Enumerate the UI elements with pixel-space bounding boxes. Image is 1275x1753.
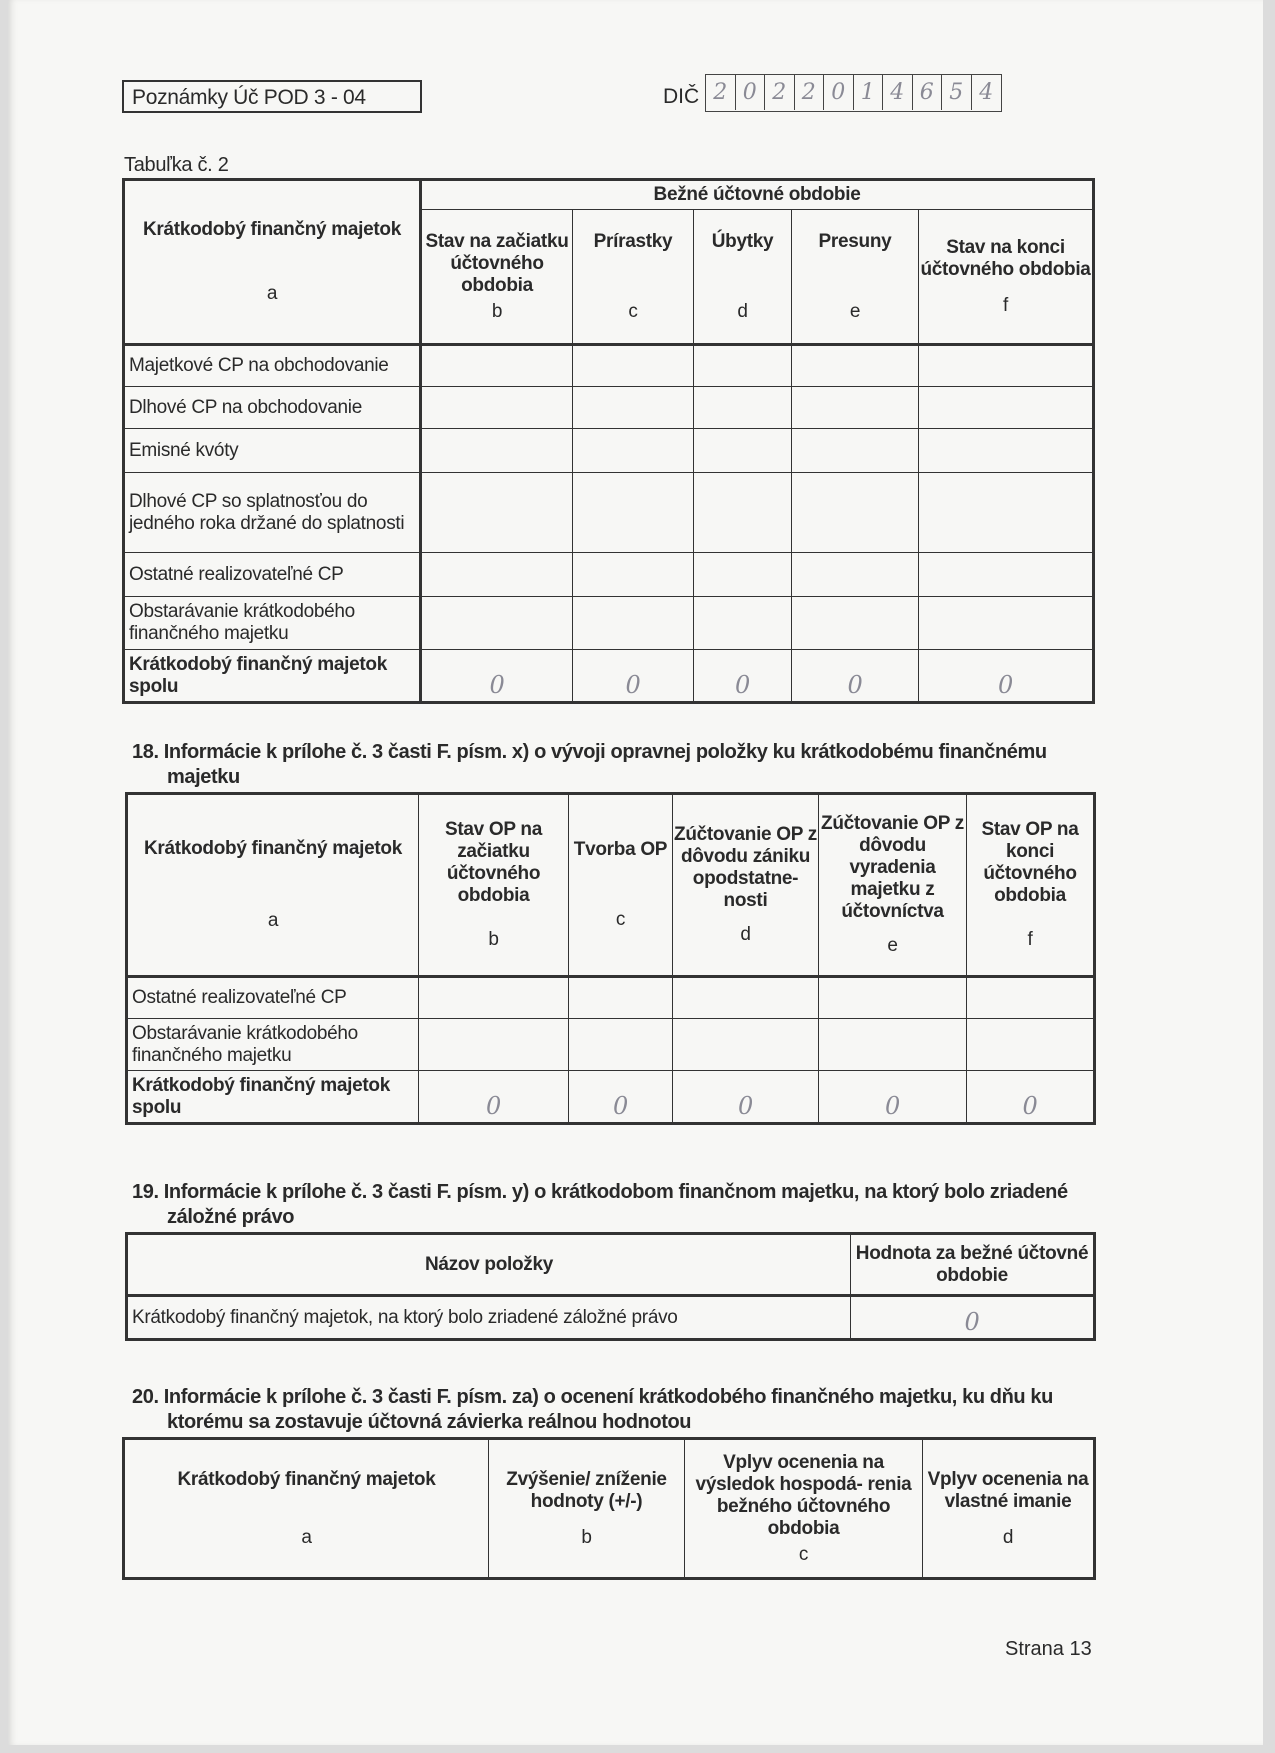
section18-title [132, 740, 1092, 790]
s18-header-a [127, 794, 419, 977]
value-cell[interactable] [694, 597, 792, 650]
row-label: Obstarávanie krátkodobého finančného majetku [124, 597, 421, 650]
value-cell[interactable]: 0 [967, 1071, 1095, 1124]
value-cell[interactable] [919, 553, 1094, 597]
table-total-row [124, 650, 1094, 703]
header-label: Stav OP na začiatku účtovného obdobia [445, 819, 542, 906]
value-cell[interactable] [792, 429, 919, 473]
value-cell[interactable] [694, 429, 792, 473]
value-cell[interactable] [919, 429, 1094, 473]
form-label-box [122, 80, 422, 113]
dic-digit[interactable]: 6 [913, 75, 943, 110]
s19-header-name: Názov položky [127, 1234, 851, 1296]
table-row [127, 977, 1095, 1019]
s20-header-b [489, 1439, 685, 1579]
s18-header-d [673, 794, 819, 977]
value-cell[interactable] [421, 473, 573, 553]
dic-digit[interactable]: 4 [883, 75, 913, 110]
section-heading-cont: majetku [167, 766, 240, 788]
dic-label: DIČ [663, 85, 700, 108]
row-label: Krátkodobý finančný majetok spolu [127, 1071, 419, 1124]
value-cell[interactable]: 0 [694, 650, 792, 703]
s18-header-b [419, 794, 569, 977]
value-cell[interactable]: 0 [851, 1296, 1095, 1340]
value-cell[interactable] [792, 345, 919, 387]
form-label: Poznámky Úč POD 3 - 04 [132, 86, 366, 109]
s18-header-c [569, 794, 673, 977]
value-cell[interactable] [792, 553, 919, 597]
header-label: Krátkodobý finančný majetok [177, 1468, 436, 1490]
value-cell[interactable] [673, 1019, 819, 1071]
value-cell[interactable] [419, 1019, 569, 1071]
table-row [124, 345, 1094, 387]
document-page [8, 0, 1263, 1745]
table-row [124, 429, 1094, 473]
s18-header-e [819, 794, 967, 977]
row-label: Dlhové CP na obchodovanie [124, 387, 421, 429]
value-cell[interactable] [694, 553, 792, 597]
header-label: Tvorba OP [573, 839, 668, 860]
section-heading-cont: záložné právo [167, 1206, 295, 1228]
section19-table [125, 1232, 1096, 1341]
header-label: Stav OP na konci účtovného obdobia [981, 819, 1079, 906]
header-label: Vplyv ocenenia na vlastné imanie [927, 1468, 1089, 1512]
table2-header-b [421, 210, 573, 345]
value-cell[interactable] [967, 977, 1095, 1019]
header-label: Stav na konci účtovného obdobia [920, 236, 1091, 280]
dic-digit[interactable]: 0 [736, 75, 766, 110]
column-letter: a [266, 283, 278, 304]
header-label: Prírastky [593, 230, 673, 252]
table-row [124, 387, 1094, 429]
dic-digit[interactable]: 2 [795, 75, 825, 110]
column-letter: e [849, 300, 861, 322]
value-cell[interactable] [919, 387, 1094, 429]
table-row [127, 1296, 1095, 1340]
row-label: Majetkové CP na obchodovanie [124, 345, 421, 387]
table-row [124, 473, 1094, 553]
dic-digit[interactable]: 2 [765, 75, 795, 110]
header-label: Zúčtovanie OP z dôvodu vyradenia majetku z účtovníctva [821, 813, 964, 922]
value-cell[interactable] [694, 473, 792, 553]
value-cell[interactable] [792, 473, 919, 553]
value-cell[interactable] [573, 429, 694, 473]
section19-title [132, 1180, 1092, 1230]
column-letter: d [1002, 1526, 1014, 1548]
column-letter: a [267, 910, 279, 931]
column-letter: b [488, 929, 499, 950]
header-label: Stav na začiatku účtovného obdobia [425, 230, 569, 296]
section20-title [132, 1385, 1092, 1435]
column-letter: d [737, 300, 748, 322]
row-label: Dlhové CP so splatnosťou do jedného roka držané do splatnosti [124, 473, 421, 553]
column-letter: c [615, 909, 626, 930]
column-letter: a [301, 1526, 312, 1548]
header-label: Krátkodobý finančný majetok [144, 838, 402, 859]
value-cell[interactable] [421, 345, 573, 387]
row-label: Obstarávanie krátkodobého finančného majetku [127, 1019, 419, 1071]
row-label: Ostatné realizovateľné CP [124, 553, 421, 597]
value-cell[interactable] [819, 1019, 967, 1071]
column-letter: b [581, 1526, 592, 1548]
section18-table [125, 792, 1096, 1125]
section-heading: 19. Informácie k prílohe č. 3 časti F. písm. y) o krátkodobom finančnom majetku, na ktorý bolo zriadené [132, 1181, 1068, 1203]
table-row [127, 1019, 1095, 1071]
dic-digit[interactable]: 0 [824, 75, 854, 110]
s20-header-c [685, 1439, 923, 1579]
column-letter: e [887, 935, 898, 956]
section-heading-cont: ktorému sa zostavuje účtovná závierka reálnou hodnotou [167, 1411, 692, 1433]
s19-header-value: Hodnota za bežné účtovné obdobie [851, 1234, 1095, 1296]
header-label: Úbytky [711, 230, 774, 252]
value-cell[interactable]: 0 [421, 650, 573, 703]
value-cell[interactable]: 0 [569, 1071, 673, 1124]
row-label: Ostatné realizovateľné CP [127, 977, 419, 1019]
value-cell[interactable]: 0 [819, 1071, 967, 1124]
value-cell[interactable] [967, 1019, 1095, 1071]
value-cell[interactable] [573, 597, 694, 650]
column-letter: d [740, 924, 751, 945]
table2-header-d [694, 210, 792, 345]
value-cell[interactable]: 0 [792, 650, 919, 703]
header-label: Presuny [818, 230, 892, 252]
column-letter: f [1003, 294, 1008, 316]
table2 [122, 178, 1095, 704]
value-cell[interactable]: 0 [573, 650, 694, 703]
value-cell[interactable] [694, 345, 792, 387]
value-cell[interactable] [421, 387, 573, 429]
row-label: Krátkodobý finančný majetok, na ktorý bolo zriadené záložné právo [127, 1296, 851, 1340]
header-label: Krátkodobý finančný majetok [143, 219, 401, 240]
section-heading: 18. Informácie k prílohe č. 3 časti F. písm. x) o vývoji opravnej položky ku krátkodobému finančnému [132, 741, 1047, 763]
table2-header-e [792, 210, 919, 345]
table2-header-c [573, 210, 694, 345]
column-letter: b [491, 300, 503, 322]
dic-digit[interactable]: 2 [706, 75, 736, 110]
dic-digit[interactable]: 4 [979, 80, 994, 105]
value-cell[interactable] [419, 977, 569, 1019]
value-cell[interactable] [421, 553, 573, 597]
column-letter: c [628, 300, 638, 322]
value-cell[interactable] [421, 429, 573, 473]
row-label: Emisné kvóty [124, 429, 421, 473]
s20-header-d [923, 1439, 1095, 1579]
table2-header-f [919, 210, 1094, 345]
value-cell[interactable] [919, 597, 1094, 650]
section-heading: 20. Informácie k prílohe č. 3 časti F. písm. za) o ocenení krátkodobého finančného majetku, ku dňu ku [132, 1386, 1053, 1408]
table2-caption: Tabuľka č. 2 [124, 154, 229, 176]
value-cell[interactable] [919, 345, 1094, 387]
value-cell[interactable] [569, 977, 673, 1019]
table-row [124, 597, 1094, 650]
section20-table [122, 1437, 1096, 1580]
s18-header-f [967, 794, 1095, 977]
column-letter: f [1027, 929, 1033, 950]
value-cell[interactable] [573, 345, 694, 387]
header-label: Zvýšenie/ zníženie hodnoty (+/-) [506, 1468, 667, 1512]
value-cell[interactable] [421, 597, 573, 650]
header-label: Vplyv ocenenia na výsledok hospodá- renia bežného účtovného obdobia [695, 1451, 912, 1539]
table-row [124, 553, 1094, 597]
dic-field[interactable] [705, 74, 1002, 112]
value-cell[interactable] [673, 977, 819, 1019]
value-cell[interactable] [573, 473, 694, 553]
value-cell[interactable] [569, 1019, 673, 1071]
value-cell[interactable] [792, 597, 919, 650]
header-label: Zúčtovanie OP z dôvodu zániku opodstatne- nosti [674, 824, 817, 911]
value-cell[interactable]: 0 [919, 650, 1094, 703]
value-cell[interactable]: 0 [673, 1071, 819, 1124]
s20-header-a [124, 1439, 489, 1579]
table2-header-a [124, 180, 421, 345]
value-cell[interactable] [792, 387, 919, 429]
value-cell[interactable]: 0 [419, 1071, 569, 1124]
dic-digit[interactable]: 5 [942, 75, 972, 110]
table2-group-header: Bežné účtovné obdobie [421, 180, 1094, 210]
value-cell[interactable] [819, 977, 967, 1019]
dic-digit[interactable]: 1 [854, 75, 884, 110]
value-cell[interactable] [694, 387, 792, 429]
table-total-row [127, 1071, 1095, 1124]
value-cell[interactable] [573, 387, 694, 429]
page-number: Strana 13 [1005, 1638, 1092, 1660]
value-cell[interactable] [919, 473, 1094, 553]
value-cell[interactable] [573, 553, 694, 597]
column-letter: c [798, 1543, 809, 1565]
row-label: Krátkodobý finančný majetok spolu [124, 650, 421, 703]
